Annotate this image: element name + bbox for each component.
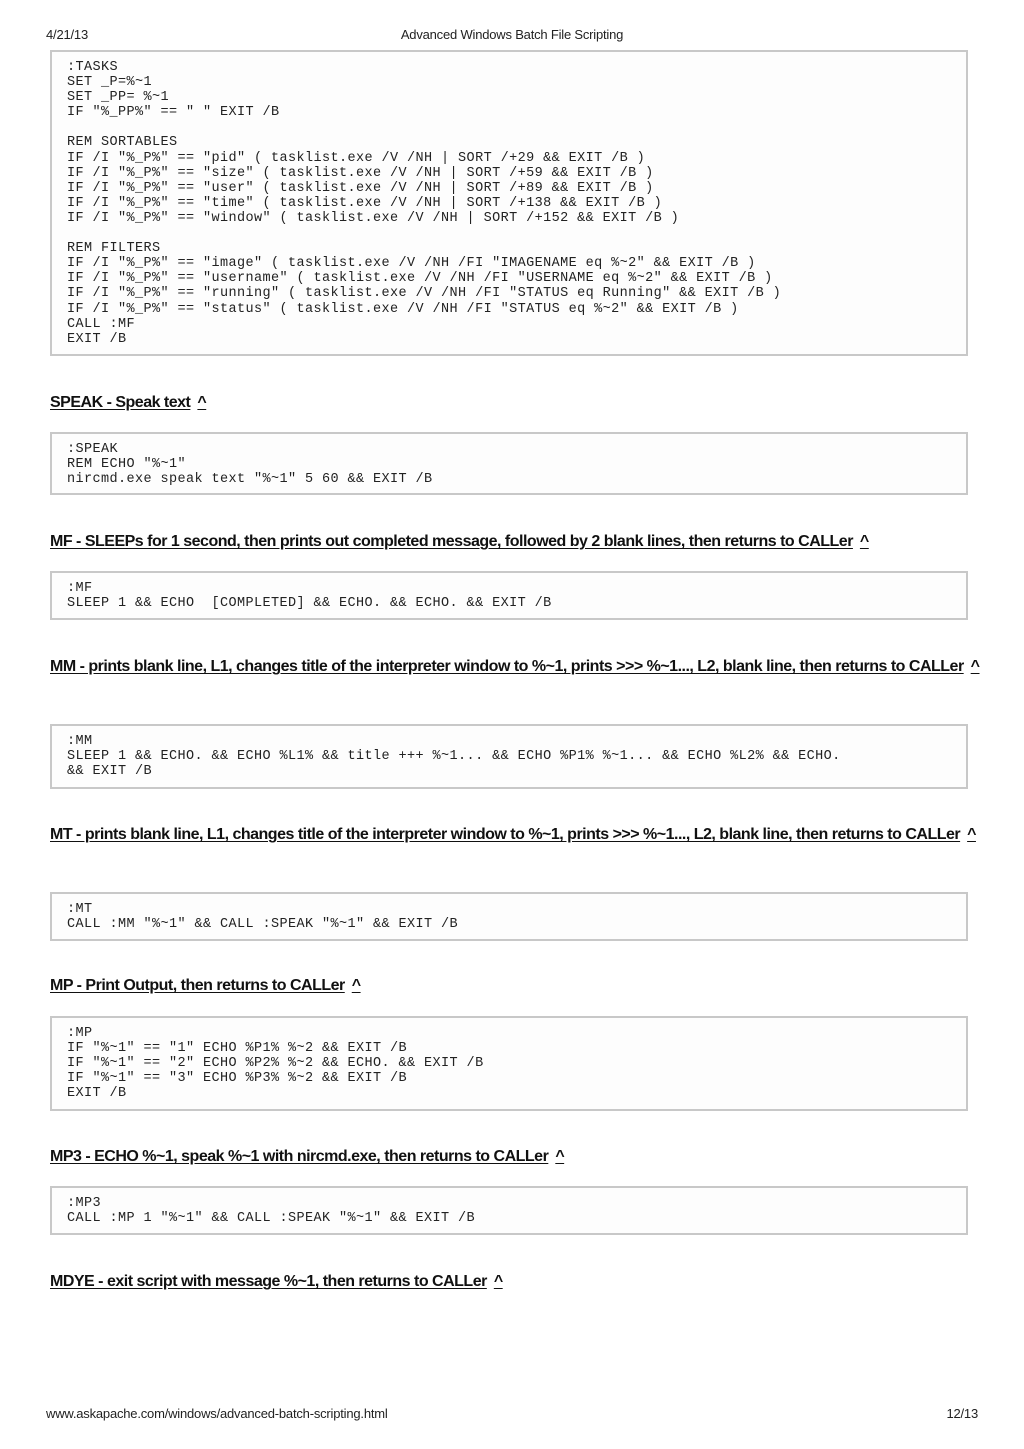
- tasks-code-block: :TASKS SET _P=%~1 SET _PP= %~1 IF "%_PP%" == " " EXIT /B REM SORTABLES IF /I "%_P%" == "pid" ( tasklist.exe /V /NH | SORT /+29 && EXIT /B ) IF /I "%_P%" == "size" ( tasklist.exe /V /NH | SORT /+59 && EXIT /B ) IF /I "%_P%" == "user" ( tasklist.exe /V /NH | SORT /+89 && EXIT /B ) IF /I "%_P%" == "time" ( tasklist.exe /V /NH | SORT /+138 && EXIT /B ) IF /I "%_P%" == "window" ( tasklist.exe /V /NH | SORT /+152 && EXIT /B ) REM FILTERS IF /I "%_P%" == "image" ( tasklist.exe /V /NH /FI "IMAGENAME eq %~2" && EXIT /B ) IF /I "%_P%" == "username" ( tasklist.exe /V /NH /FI "USERNAME eq %~2" && EXIT /B ) IF /I "%_P%" == "running" ( tasklist.exe /V /NH /FI "STATUS eq Running" && EXIT /B ) IF /I "%_P%" == "status" ( tasklist.exe /V /NH /FI "STATUS eq %~2" && EXIT /B ) CALL :MF EXIT /B: [50, 50, 968, 356]
- mm-section-heading: [50, 653, 985, 681]
- mdye-heading-text: MDYE - exit script with message %~1, then returns to CALLer: [50, 1273, 487, 1290]
- header-title: Advanced Windows Batch File Scripting: [400, 27, 624, 42]
- mdye-back-to-top-link[interactable]: ^: [493, 1273, 503, 1290]
- mp-code-block: :MP IF "%~1" == "1" ECHO %P1% %~2 && EXIT /B IF "%~1" == "2" ECHO %P2% %~2 && ECHO. && EXIT /B IF "%~1" == "3" ECHO %P3% %~2 && EXIT /B EXIT /B: [50, 1016, 968, 1111]
- mf-section-heading: [50, 528, 985, 556]
- mdye-section-heading: [50, 1268, 985, 1296]
- header-date: 4/21/13: [46, 27, 88, 42]
- mm-back-to-top-link[interactable]: ^: [970, 658, 980, 675]
- speak-section-heading: [50, 389, 985, 417]
- mf-code-block: :MF SLEEP 1 && ECHO [COMPLETED] && ECHO. && ECHO. && EXIT /B: [50, 571, 968, 620]
- mf-heading-text: MF - SLEEPs for 1 second, then prints out completed message, followed by 2 blank lines, then returns to CALLer: [50, 533, 853, 550]
- mp-back-to-top-link[interactable]: ^: [351, 977, 361, 994]
- mp-section-heading: [50, 972, 985, 1000]
- mm-code-block: :MM SLEEP 1 && ECHO. && ECHO %L1% && title +++ %~1... && ECHO %P1% %~1... && ECHO %L2% && ECHO. && EXIT /B: [50, 724, 968, 789]
- mp3-heading-text: MP3 - ECHO %~1, speak %~1 with nircmd.exe, then returns to CALLer: [50, 1148, 549, 1165]
- mp3-back-to-top-link[interactable]: ^: [555, 1148, 565, 1165]
- speak-code-block: :SPEAK REM ECHO "%~1" nircmd.exe speak text "%~1" 5 60 && EXIT /B: [50, 432, 968, 495]
- mt-heading-text: MT - prints blank line, L1, changes title of the interpreter window to %~1, prints >>> %~1..., L2, blank line, then returns to CALLer: [50, 826, 961, 843]
- mp3-code-block: :MP3 CALL :MP 1 "%~1" && CALL :SPEAK "%~1" && EXIT /B: [50, 1186, 968, 1235]
- mp-heading-text: MP - Print Output, then returns to CALLer: [50, 977, 345, 994]
- speak-back-to-top-link[interactable]: ^: [197, 394, 207, 411]
- mt-back-to-top-link[interactable]: ^: [967, 826, 976, 843]
- mt-code-block: :MT CALL :MM "%~1" && CALL :SPEAK "%~1" && EXIT /B: [50, 892, 968, 941]
- mf-back-to-top-link[interactable]: ^: [859, 533, 869, 550]
- mt-section-heading: [50, 821, 985, 849]
- mm-heading-text: MM - prints blank line, L1, changes title of the interpreter window to %~1, prints >>> %~1..., L2, blank line, then returns to CALLer: [50, 658, 964, 675]
- speak-heading-text: SPEAK - Speak text: [50, 394, 191, 411]
- footer-page-number: 12/13: [946, 1406, 978, 1421]
- mp3-section-heading: [50, 1143, 985, 1171]
- footer-url: www.askapache.com/windows/advanced-batch-scripting.html: [46, 1406, 388, 1421]
